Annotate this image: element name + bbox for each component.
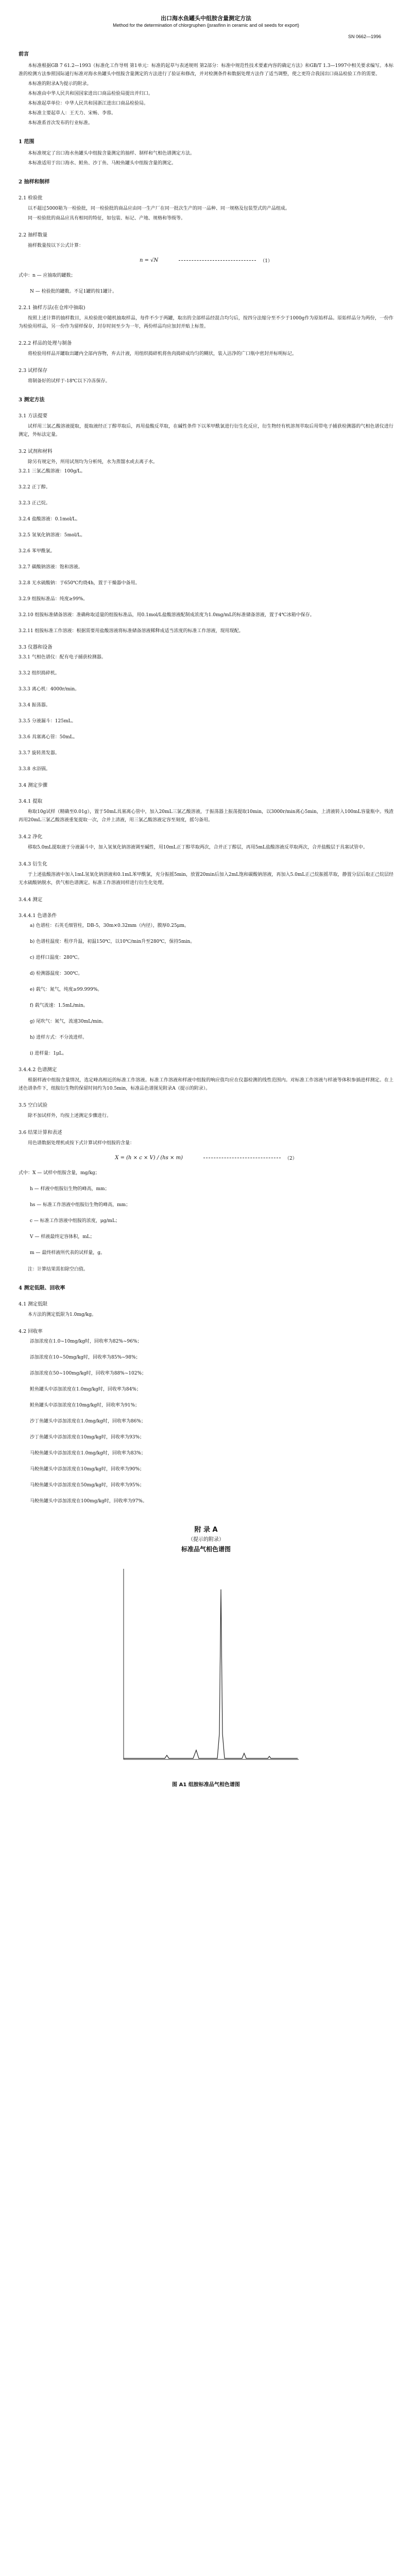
formula-leader bbox=[179, 260, 256, 261]
subsection-heading: 3.4.4.2 色谱测定 bbox=[19, 1067, 57, 1073]
gc-condition: f) 载气流速：1.5mL/min。 bbox=[30, 1003, 88, 1008]
reagent-item: 3.2.2 正丁醇。 bbox=[19, 485, 50, 490]
subsection-heading: 2.1 检验批 bbox=[19, 195, 43, 201]
appendix-subtitle: （提示的附录） bbox=[188, 1537, 224, 1543]
document-title: 出口海水鱼罐头中组胺含量测定方法 bbox=[161, 15, 251, 22]
variable-definition: m — 最终样液所代表的试样量，g。 bbox=[30, 1250, 106, 1256]
subsection-heading: 3.4.4 测定 bbox=[19, 897, 43, 903]
recovery-item: 马鲛鱼罐头中添加浓度在10mg/kg时，回收率为90%； bbox=[30, 1467, 144, 1472]
subsection-heading: 4.1 测定低限 bbox=[19, 1301, 48, 1307]
recovery-item: 添加浓度在10~50mg/kg时，回收率为85%~98%； bbox=[30, 1355, 141, 1360]
recovery-item: 添加浓度在1.0~10mg/kg时，回收率为82%~96%； bbox=[30, 1339, 142, 1344]
paragraph: 将检验用样品开罐取出罐内全部内容物，弃去汁液，用组织捣碎机将鱼肉捣碎成均匀的糊状，装入洁净的广口瓶中密封并标明标记。 bbox=[28, 351, 297, 357]
subsection-heading: 4.2 回收率 bbox=[19, 1329, 43, 1334]
subsection-heading: 3.6 结果计算和表述 bbox=[19, 1130, 62, 1136]
gc-condition: g) 尾吹气：氮气，流速30mL/min。 bbox=[30, 1019, 107, 1024]
formula-expression: n = √N bbox=[139, 258, 159, 263]
paragraph: 本标准适用于出口海水、鲑鱼、沙丁鱼、马鲛鱼罐头中组胺含量的测定。 bbox=[28, 161, 177, 166]
subsection-heading: 3.4.3 衍生化 bbox=[19, 861, 47, 867]
paragraph: 按照上述计算的抽样数目，从检验批中随机抽取样品，每件不少于两罐，取出的全部样品经混合均匀后，按四分法缩分至不少于1000g作为原始样品。原始样品分为两份，一份作为检验用样品，另一份作为留样保存，封存时间至少为一年，两份样品均应加封并贴上标签。 bbox=[19, 316, 393, 329]
foreword-paragraph: 本标准由中华人民共和国国家进出口商品检验局提出并归口。 bbox=[28, 91, 153, 96]
variable-definition: V — 样液最终定容体积，mL； bbox=[30, 1234, 95, 1240]
paragraph: 根据样液中组胺含量情况，选定峰高相近的标准工作溶液。标准工作溶液和样液中组胺的响应值均应在仪器检测的线性范围内。对标准工作溶液与样液等体积参插进样测定。在上述色谱条件下，组胺衍生物的保留时间约为10.5min，标准品色谱图见附录A（提示的附录）。 bbox=[19, 1078, 393, 1091]
variable-definition: 式中：X — 试样中组胺含量，mg/kg； bbox=[19, 1171, 100, 1176]
variable-definition: c — 标准工作溶液中组胺的浓度，μg/mL； bbox=[30, 1218, 120, 1224]
variable-definition: N — 检验批的罐数。不足1罐的按1罐计。 bbox=[30, 289, 117, 294]
gc-condition: h) 进样方式：不分流进样。 bbox=[30, 1035, 88, 1040]
foreword-paragraph: 本标准起草单位：中华人民共和国浙江进出口商品检验局。 bbox=[28, 101, 149, 106]
subsection-heading: 3.4.4.1 色谱条件 bbox=[19, 913, 57, 919]
subsection-heading: 3.4.1 提取 bbox=[19, 799, 43, 804]
paragraph: 除不加试样外，均按上述测定步骤进行。 bbox=[28, 1113, 112, 1118]
gc-condition: i) 进样量：1μL。 bbox=[30, 1051, 67, 1056]
subsection-heading: 3.4 测定步骤 bbox=[19, 783, 48, 788]
note: 注：计算结果需扣除空白值。 bbox=[28, 1267, 89, 1272]
section-heading: 4 测定低限、回收率 bbox=[19, 1285, 65, 1291]
instrument-item: 3.3.5 分液漏斗：125mL。 bbox=[19, 719, 76, 724]
reagent-item: 3.2.3 正己烷。 bbox=[19, 501, 50, 506]
paragraph: 本标准规定了出口海水鱼罐头中组胺含量测定的抽样、制样和气相色谱测定方法。 bbox=[28, 151, 195, 156]
chromatogram-trace bbox=[124, 1589, 298, 1758]
reagent-item: 3.2.1 三氯乙酸溶液：100g/L。 bbox=[19, 469, 85, 474]
subsection-heading: 3.5 空白试验 bbox=[19, 1103, 48, 1108]
subsection-heading: 2.2.2 样品的处理与制备 bbox=[19, 341, 72, 346]
gc-condition: d) 检测器温度：300℃。 bbox=[30, 971, 83, 976]
recovery-item: 马鲛鱼罐头中添加浓度在1.0mg/kg时，回收率为83%； bbox=[30, 1451, 146, 1456]
gc-condition: b) 色谱柱温度：程序升温，初温150℃，以10℃/min升至280℃，保持5min。 bbox=[30, 939, 195, 944]
figure-caption: 图 A1 组胺标准品气相色谱图 bbox=[172, 1782, 240, 1788]
recovery-item: 沙丁鱼罐头中添加浓度在1.0mg/kg时，回收率为86%； bbox=[30, 1419, 146, 1424]
instrument-item: 3.3.2 组织捣碎机。 bbox=[19, 671, 60, 676]
recovery-item: 马鲛鱼罐头中添加浓度在50mg/kg时，回收率为95%； bbox=[30, 1483, 144, 1488]
standard-code: SN 0662—1996 bbox=[348, 34, 381, 39]
recovery-item: 鲑鱼罐头中添加浓度在10mg/kg时，回收率为91%； bbox=[30, 1403, 140, 1408]
gc-condition: a) 色谱柱：石英毛细管柱，DB-5，30m×0.32mm（内径），膜厚0.25μm。 bbox=[30, 923, 190, 928]
paragraph: 本方法的测定低限为1.0mg/kg。 bbox=[28, 1312, 96, 1317]
chromatogram-figure bbox=[103, 1558, 309, 1775]
paragraph: 以不超过5000箱为一检验批，同一检验批的商品应由同一生产厂在同一批次生产的同一品种、同一规格及包装型式的产品组成。 bbox=[28, 206, 290, 211]
recovery-item: 鲑鱼罐头中添加浓度在1.0mg/kg时，回收率为84%； bbox=[30, 1387, 141, 1392]
paragraph: 将制备好的试样于-18℃以下冷冻保存。 bbox=[28, 379, 110, 384]
appendix-heading: 标准品气相色谱图 bbox=[181, 1546, 231, 1553]
variable-definition: hs — 标准工作溶液中组胺衍生物的峰高，mm； bbox=[30, 1202, 131, 1208]
instrument-item: 3.3.8 水浴锅。 bbox=[19, 767, 50, 772]
recovery-item: 马鲛鱼罐头中添加浓度在100mg/kg时，回收率为97%。 bbox=[30, 1499, 147, 1504]
recovery-item: 添加浓度在50~100mg/kg时，回收率为88%~102%； bbox=[30, 1371, 146, 1376]
instrument-item: 3.3.7 旋转蒸发器。 bbox=[19, 751, 60, 756]
instrument-item: 3.3.6 具塞离心管：50mL。 bbox=[19, 735, 78, 740]
gc-condition: e) 载气：氮气，纯度≥99.999%。 bbox=[30, 987, 102, 992]
reagent-item: 3.2.5 氢氧化钠溶液：5mol/L。 bbox=[19, 533, 85, 538]
foreword-paragraph: 本标准系首次发布的行业标准。 bbox=[28, 121, 93, 126]
section-heading: 3 测定方法 bbox=[19, 397, 45, 403]
formula-expression: X = (h × c × V) / (hs × m) bbox=[115, 1155, 183, 1161]
foreword-heading: 前言 bbox=[19, 52, 29, 57]
paragraph: 称取10g试样（精确至0.01g），置于50mL具塞离心管中，加入20mL三氯乙酸溶液，于振荡器上振荡提取10min，以3000r/min离心5min，上清液转入100mL容量瓶中。残渣再用20mL三氯乙酸溶液重复提取一次，合并上清液，用三氯乙酸溶液定容至刻度，摇匀备用。 bbox=[19, 809, 393, 823]
formula-number: （1） bbox=[260, 259, 273, 264]
document-title-english: Method for the determination of chlorgruphen (jsrasfinn in ceramic and oil seeds for export) bbox=[113, 23, 299, 28]
gc-condition: c) 进样口温度：280℃。 bbox=[30, 955, 82, 960]
paragraph: 移取5.0mL提取液于分液漏斗中，加入氢氧化钠溶液调至碱性，用10mL正丁醇萃取两次，合并正丁醇层，再用5mL盐酸溶液反萃取两次，合并盐酸层于具塞试管中。 bbox=[28, 845, 368, 850]
subsection-heading: 2.3 试样保存 bbox=[19, 368, 48, 374]
variable-definition: h — 样液中组胺衍生物的峰高，mm； bbox=[30, 1187, 110, 1192]
subsection-heading: 2.2.1 抽样方法(在仓库中抽取) bbox=[19, 305, 85, 311]
formula-2 bbox=[19, 1155, 393, 1161]
foreword-paragraph: 本标准的附录A为提示的附录。 bbox=[28, 81, 92, 87]
formula-1 bbox=[19, 257, 393, 264]
paragraph: 除另有规定外，所用试剂均为分析纯，水为蒸馏水或去离子水。 bbox=[28, 460, 158, 465]
appendix-a bbox=[19, 1524, 393, 1788]
subsection-heading: 3.4.2 净化 bbox=[19, 834, 43, 840]
reagent-item: 3.2.9 组胺标准品：纯度≥99%。 bbox=[19, 597, 88, 602]
paragraph: 用色谱数据处理机或按下式计算试样中组胺的含量： bbox=[28, 1141, 135, 1146]
instrument-item: 3.3.4 振荡器。 bbox=[19, 703, 50, 708]
foreword-paragraph: 本标准主要起草人：王天力、宋畅、李蓉。 bbox=[28, 111, 116, 116]
section-heading: 2 抽样和制样 bbox=[19, 179, 50, 185]
variable-definition: 式中：n — 应抽取的罐数； bbox=[19, 273, 76, 278]
subsection-heading: 3.1 方法提要 bbox=[19, 413, 48, 419]
reagent-item: 3.2.10 组胺标准储备溶液：准确称取适量的组胺标准品，用0.1mol/L盐酸溶液配制成浓度为1.0mg/mL的标准储备溶液，置于4℃冰箱中保存。 bbox=[19, 613, 315, 618]
reagent-item: 3.2.4 盐酸溶液：0.1mol/L。 bbox=[19, 517, 80, 522]
section-heading: 1 范围 bbox=[19, 139, 35, 145]
reagent-item: 3.2.7 碳酸钠溶液：饱和溶液。 bbox=[19, 565, 83, 570]
paragraph: 于上述盐酸溶液中加入1mL氢氧化钠溶液和0.1mL苯甲酰氯，充分振摇5min，放置20min后加入2mL饱和碳酸钠溶液，再加入5.0mL正己烷振摇萃取，静置分层后取正己烷层经无水硫酸钠脱水，供气相色谱测定。标准工作溶液同样进行衍生化处理。 bbox=[19, 872, 393, 886]
reagent-item: 3.2.6 苯甲酰氯。 bbox=[19, 549, 55, 554]
reagent-item: 3.2.11 组胺标准工作溶液：根据需要用盐酸溶液将标准储备溶液稀释成适当浓度的标准工作溶液，现用现配。 bbox=[19, 629, 244, 634]
subsection-heading: 3.2 试剂和材料 bbox=[19, 449, 53, 454]
recovery-item: 沙丁鱼罐头中添加浓度在10mg/kg时，回收率为93%； bbox=[30, 1435, 144, 1440]
paragraph: 同一检验批的商品应具有相同的特征，如包装、标记、产地、规格和等级等。 bbox=[28, 216, 186, 221]
foreword-paragraph: 本标准根据GB 7 61.2—1993《标准化工作导则 第1单元：标准的起草与表述规则 第2部分：标准中规范性技术要素内容的确定方法》和GB/T 1.3—1997中相关要求编写。本标准的检测方法参照国际通行标准对海水鱼罐头中组胺含量测定的方法进行了验证和修改，并对检测条件和数据处理方法作了适当调整，使之更符合我国出口商品检验工作的需要。 bbox=[19, 63, 393, 77]
appendix-title: 附 录 A bbox=[194, 1526, 218, 1534]
instrument-item: 3.3.3 离心机：4000r/min。 bbox=[19, 687, 80, 692]
subsection-heading: 3.3 仪器和设备 bbox=[19, 645, 53, 650]
paragraph: 试样用三氯乙酸溶液提取，提取液经正丁醇萃取后，再用盐酸反萃取，在碱性条件下以苯甲酰氯进行衍生化反应，衍生物经有机溶剂萃取后用带电子捕获检测器的气相色谱仪进行测定，外标法定量。 bbox=[19, 424, 393, 437]
instrument-item: 3.3.1 气相色谱仪：配有电子捕获检测器。 bbox=[19, 655, 106, 660]
document-page bbox=[0, 14, 412, 2576]
reagent-item: 3.2.8 无水硫酸钠：于650℃灼烧4h，置于干燥器中备用。 bbox=[19, 581, 140, 586]
paragraph: 抽样数量按以下公式计算： bbox=[28, 243, 84, 248]
formula-number: （2） bbox=[284, 1156, 297, 1161]
subsection-heading: 2.2 抽样数量 bbox=[19, 232, 48, 238]
